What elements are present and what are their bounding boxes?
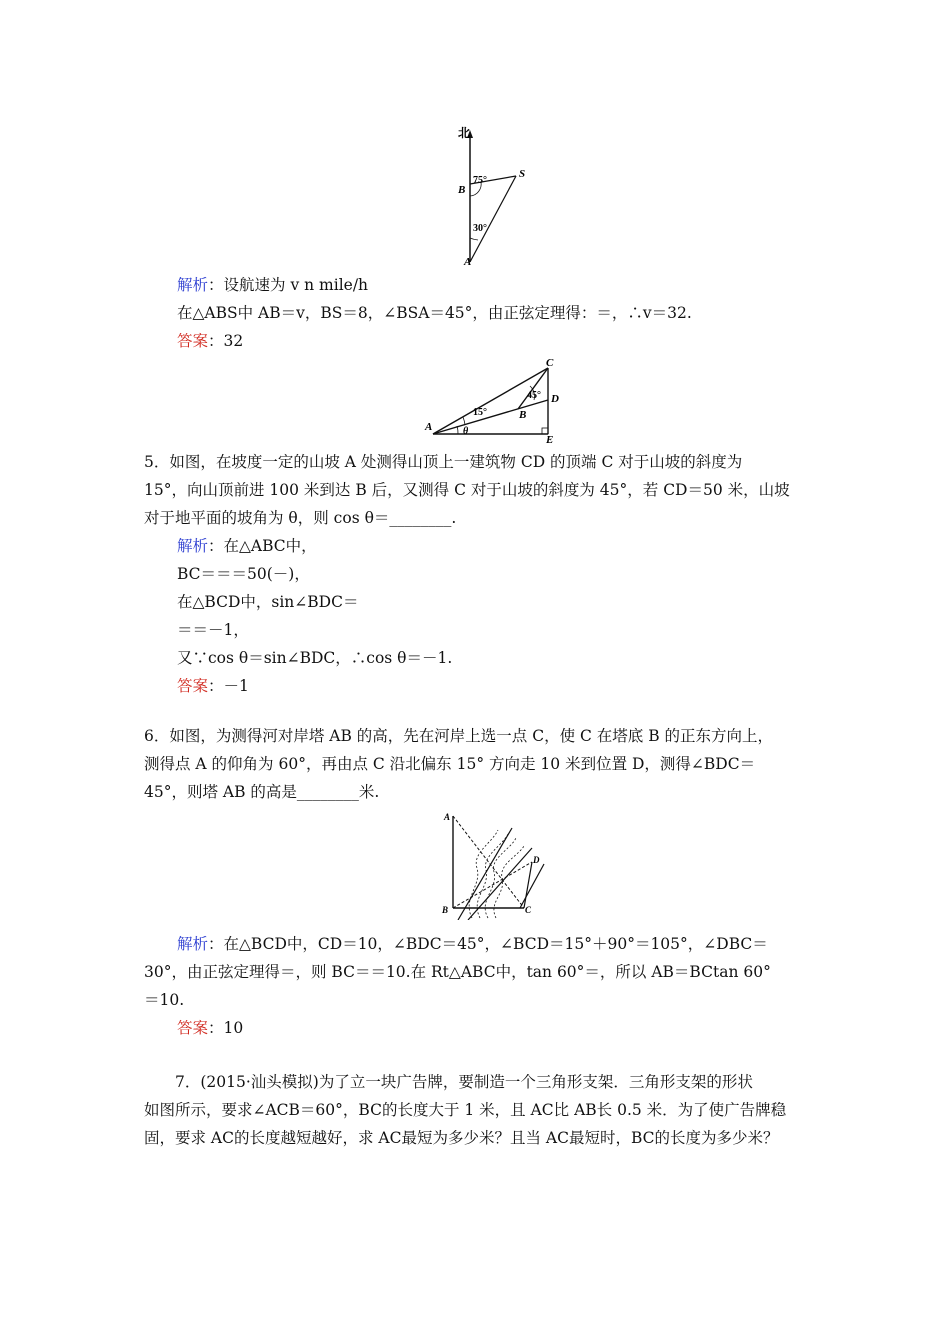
north-label: 北 [458, 126, 471, 140]
answer-label: 答案 [177, 332, 209, 350]
q5-line-3: 对于地平面的坡角为 θ，则 cos θ＝________. [144, 509, 457, 527]
q6-analysis-text-1: ：在△BCD中，CD＝10，∠BDC＝45°，∠BCD＝15°＋90°＝105°，∠DBC＝ [208, 935, 768, 953]
point-a-label-2: A [425, 421, 433, 433]
figure-bearing-triangle [448, 124, 538, 266]
q6-analysis-line-3: ＝10. [144, 991, 185, 1009]
q5-line-2: 15°，向山顶前进 100 米到达 B 后，又测得 C 对于山坡的斜度为 45°，若 CD＝50 米，山坡 [144, 481, 790, 499]
answer-label: 答案 [177, 1019, 209, 1037]
q5-analysis-text-1: ：在△ABC中， [208, 537, 317, 555]
point-a-label-3: A [444, 812, 451, 822]
p4-analysis-text-1: ：设航速为 v n mile/h [208, 276, 369, 294]
point-b-label-2: B [519, 409, 527, 421]
angle-75-label: 75° [473, 175, 487, 186]
figure-slope-triangle [423, 356, 569, 444]
q5-answer-text: ：－1 [208, 677, 249, 695]
point-e-label: E [546, 434, 554, 444]
q7-line-1: 7．(2015·汕头模拟)为了立一块广告牌，要制造一个三角形支架．三角形支架的形状 [175, 1073, 753, 1091]
p4-analysis-line-2: 在△ABS中 AB＝v，BS＝8，∠BSA＝45°，由正弦定理得：＝，∴v＝32. [177, 304, 692, 322]
q5-analysis-line-1 [177, 536, 317, 556]
angle-15-label: 15° [473, 407, 487, 418]
answer-label: 答案 [177, 677, 209, 695]
theta-label: θ [463, 426, 469, 437]
q5-line-1: 5．如图，在坡度一定的山坡 A 处测得山顶上一建筑物 CD 的顶端 C 对于山坡的斜度为 [144, 453, 743, 471]
q6-analysis-line-2: 30°，由正弦定理得＝，则 BC＝＝10.在 Rt△ABC中，tan 60°＝，所以 AB＝BCtan 60° [144, 963, 771, 981]
q5-analysis-line-3: 在△BCD中，sin∠BDC＝ [177, 593, 359, 611]
angle-45-label: 45° [527, 390, 541, 401]
q6-line-1: 6．如图，为测得河对岸塔 AB 的高，先在河岸上选一点 C，使 C 在塔底 B 的正东方向上， [144, 727, 774, 745]
q7-line-3: 固，要求 AC的长度越短越好，求 AC最短为多少米？且当 AC最短时，BC的长度为多少米？ [144, 1129, 779, 1147]
point-a-label: A [464, 256, 472, 266]
point-s-label: S [519, 168, 526, 180]
point-c-label: C [546, 357, 554, 369]
q5-analysis-line-4: ＝＝－1， [177, 621, 249, 639]
p4-analysis-line-1 [177, 275, 368, 295]
point-d-label-3: D [533, 855, 540, 865]
analysis-label: 解析 [177, 935, 209, 953]
q7-line-2: 如图所示，要求∠ACB＝60°，BC的长度大于 1 米，且 AC比 AB长 0.5 米．为了使广告牌稳 [144, 1101, 787, 1119]
figure-river-tower [432, 808, 548, 920]
analysis-label: 解析 [177, 537, 209, 555]
point-b-label-3: B [442, 905, 449, 915]
q6-line-2: 测得点 A 的仰角为 60°，再由点 C 沿北偏东 15° 方向走 10 米到位置 D，测得∠BDC＝ [144, 755, 756, 773]
point-d-label: D [551, 393, 559, 405]
q6-line-3: 45°，则塔 AB 的高是________米. [144, 783, 380, 801]
point-b-label: B [458, 184, 466, 196]
p4-answer-line [177, 331, 243, 351]
analysis-label: 解析 [177, 276, 209, 294]
q5-analysis-line-5: 又∵cos θ＝sin∠BDC，∴cos θ＝－1. [177, 649, 453, 667]
q6-answer-line [177, 1018, 243, 1038]
q6-analysis-line-1 [177, 934, 768, 954]
q6-answer-text: ：10 [208, 1019, 244, 1037]
point-c-label-3: C [525, 905, 532, 915]
p4-answer-text: ：32 [208, 332, 244, 350]
q5-answer-line [177, 676, 249, 696]
q5-analysis-line-2: BC＝＝＝50(－)， [177, 565, 310, 583]
angle-30-label: 30° [473, 223, 487, 234]
